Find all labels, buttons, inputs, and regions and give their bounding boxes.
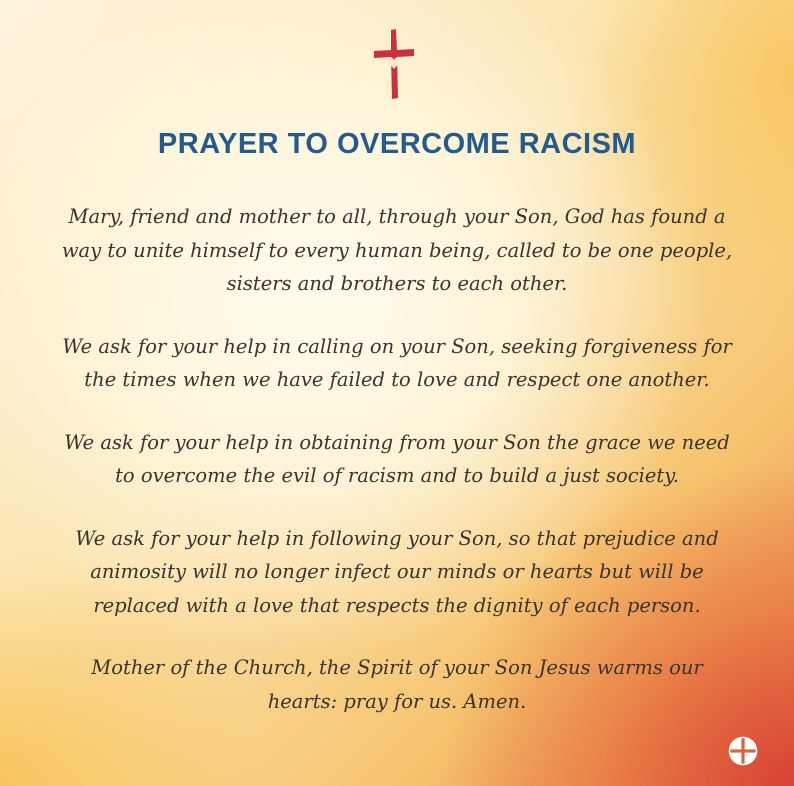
prayer-line: animosity will no longer infect our minds or hearts but will be xyxy=(90,560,704,583)
cross-with-heart-icon xyxy=(372,28,416,100)
prayer-line: way to unite himself to every human being, called to be one people, xyxy=(61,238,733,262)
prayer-body xyxy=(60,200,734,747)
cross-in-circle-logo-icon xyxy=(728,736,758,766)
prayer-line: Mary, friend and mother to all, through your Son, God has found a xyxy=(68,205,726,228)
prayer-paragraph-1 xyxy=(60,200,734,301)
prayer-line: to overcome the evil of racism and to build a just society. xyxy=(115,464,679,487)
prayer-paragraph-5 xyxy=(60,651,734,718)
prayer-paragraph-3 xyxy=(60,426,734,493)
prayer-line: We ask for your help in calling on your Son, seeking forgiveness for xyxy=(62,334,732,358)
prayer-title: PRAYER TO OVERCOME RACISM xyxy=(157,128,637,160)
prayer-line: Mother of the Church, the Spirit of your Son Jesus warms our xyxy=(91,656,703,679)
prayer-line: We ask for your help in obtaining from your Son the grace we need xyxy=(64,430,730,454)
prayer-line: the times when we have failed to love and respect one another. xyxy=(84,368,710,391)
prayer-paragraph-4 xyxy=(60,522,734,623)
prayer-line: replaced with a love that respects the dignity of each person. xyxy=(93,593,701,617)
prayer-line: We ask for your help in following your Son, so that prejudice and xyxy=(75,526,719,550)
prayer-line: hearts: pray for us. Amen. xyxy=(267,689,527,713)
prayer-paragraph-2 xyxy=(60,330,734,397)
prayer-line: sisters and brothers to each other. xyxy=(226,272,568,295)
